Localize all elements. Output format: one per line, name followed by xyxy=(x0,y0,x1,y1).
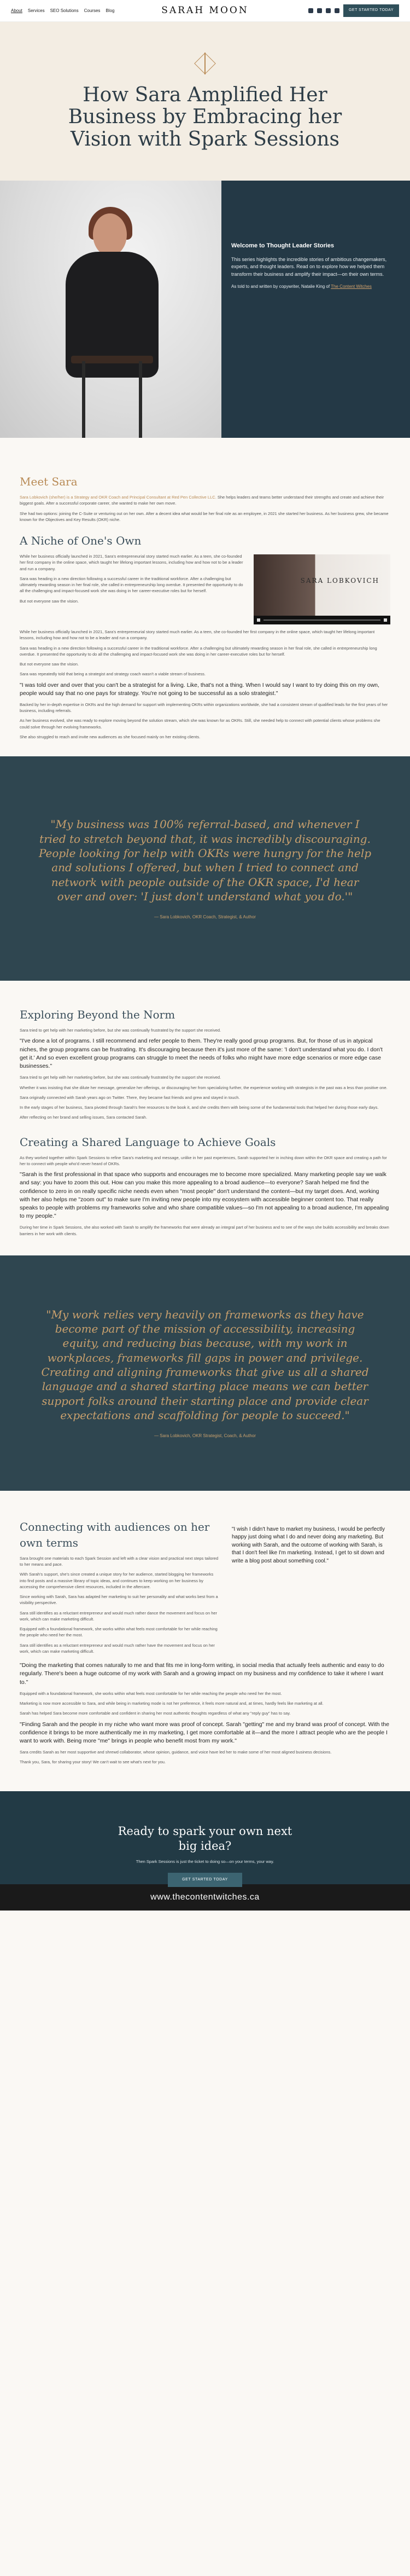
fullscreen-icon[interactable] xyxy=(384,618,387,622)
pull-quote: "I was told over and over that you can't be a strategist for a living. Like, that's not a thing. When I would say I want to try doing this on my own, people would say that no one pays for strategy. You're not going to be successful as a solo strategist." xyxy=(20,681,379,697)
quote-attribution: — Sara Lobkovich, OKR Coach, Strategist, & Author xyxy=(154,914,256,919)
explore-paragraph: Sara tried to get help with her marketing before, but she was continually frustrated by the support she received. xyxy=(20,1028,221,1033)
video-progress[interactable] xyxy=(263,620,380,621)
meet-paragraph: Sara Lobkovich (she/her) is a Strategy and OKR Coach and Principal Consultant at Red Pen Collective LLC. She helps leaders and teams better understand their strengths and create and achieve their biggest goals. After a successful corporate career, she wanted to make her own move. xyxy=(20,495,384,506)
niche-paragraph: Sara was repeatedly told that being a strategist and strategy coach wasn't a viable stream of business. xyxy=(20,672,206,677)
nav-services[interactable]: Services xyxy=(27,8,45,13)
welcome-panel xyxy=(221,181,410,438)
pull-quote: "I've done a lot of programs. I still recommend and refer people to them. They're really good group programs. But, for those of us in atypical niches, the group programs can be frustrating. It's discouraging because then it's just more of the same: 'I don't understand what you do. I don't get it.' And so even excellent group programs can struggle to meet the needs of folks who might have more edge scenarios or more edge case businesses." xyxy=(20,1038,383,1070)
explore-paragraph: Sara tried to get help with her marketing before, but she was continually frustrated by the support she received. xyxy=(20,1075,221,1080)
connect-paragraph: Sara credits Sarah as her most supportive and shrewd collaborator, whose opinion, guidance, and voice have led her to make some of her most aligned business decisions. xyxy=(20,1750,332,1755)
quote-band xyxy=(0,1255,410,1491)
niche-paragraph: While her business officially launched in 2021, Sara's entrepreneurial story started much earlier. As a teen, she co-founded her first company in the online space, which taught her lifelong important lessons, including how and how not to be a leader and run a company. xyxy=(20,554,243,571)
site-header xyxy=(0,0,410,22)
side-quote: "I wish I didn't have to market my business, I would be perfectly happy just doing what I do and never doing any marketing. But working with Sarah, and the outcome of working with Sarah, is that I don't feel like I'm marketing. Instead, I get to sit down and write a blog post about something cool." xyxy=(232,1526,385,1564)
explore-paragraph: Sara originally connected with Sarah years ago on Twitter. There, they became fast friends and grew and stayed in touch. xyxy=(20,1095,240,1100)
portrait-photo xyxy=(0,181,221,438)
main-nav xyxy=(11,8,114,14)
shared-paragraph: During her time in Spark Sessions, she also worked with Sarah to amplify the frameworks that were already an integral part of her business and to see of the ways she builds accessibility and breaks down barriers in her work with clients. xyxy=(20,1225,389,1236)
shared-section xyxy=(0,1125,410,1237)
niche-section xyxy=(0,526,410,740)
connect-paragraph: Sara brought one materials to each Spark Session and left with a clear vision and practical next steps tailored to her means and pace. xyxy=(20,1555,219,1567)
connect-paragraph: Since working with Sarah, Sara has adapted her marketing to suit her personality and what works best from a visibility perspective. xyxy=(20,1594,218,1606)
connect-paragraph: Sara still identifies as a reluctant entrepreneur and would much rather have the movement and focus on her work, which can make marketing difficult. xyxy=(20,1642,215,1654)
quote-band xyxy=(0,756,410,981)
explore-paragraph: Whether it was insisting that she dilute her message, generalize her offerings, or discouraging her from specializing further, the experience working with strategists in the past was a less than positive one. xyxy=(20,1085,388,1090)
ready-cta-section xyxy=(0,1791,410,1884)
shared-heading: Creating a Shared Language to Achieve Goals xyxy=(20,1135,276,1149)
connect-section xyxy=(0,1491,410,1791)
get-started-footer-button[interactable]: GET STARTED TODAY xyxy=(168,1873,242,1887)
linkedin-icon[interactable] xyxy=(326,8,331,13)
play-icon[interactable] xyxy=(257,618,260,622)
niche-paragraph: Sara was heading in a new direction following a successful career in the traditional workforce. After a challenging but ultimately rewarding season in her final role, she called in entrepreneurship long overdue. It presented the opportunity to do all the challenging and impact-focused work she was doing in her career-executive roles but for herself. xyxy=(20,576,243,594)
meet-section xyxy=(0,438,410,523)
pull-quote: "Sarah is the first professional in that space who supports and encourages me to become more specialized. Many marketing people say we walk and say: you have to zoom this out. How can you make this more appealing to a broad audience—to everyone? Sarah helped me find the confidence to zero in on really specific niche needs even when "most people" don't understand the content—but my target does. And, working with her also helps me "zoom out" to make sure I'm inviting new people into my ecosystem with accessible beginner content too. That really speaks to people with problems my frameworks solve and who share compatible values—so I'm not appealing to a broad audience, I'm appealing to my people." xyxy=(20,1171,389,1220)
niche-paragraph: As her business evolved, she was ready to explore moving beyond the solution stream, which she was known for as OKRs. Still, she needed help to connect with potential clients whose problems she could solve through her evolving frameworks. xyxy=(20,718,380,730)
niche-paragraph: Sara was heading in a new direction following a successful career in the traditional workforce. After a challenging but ultimately rewarding season in her final role, she called in entrepreneurship long overdue. It presented the opportunity to do all the challenging and impact-focused work she was doing in her career-executive roles but for herself. xyxy=(20,645,377,657)
niche-paragraph: While her business officially launched in 2021, Sara's entrepreneurial story started much earlier. As a teen, she co-founded her first company in the online space, which taught her lifelong important lessons, including how and how not to be a leader and run a company. xyxy=(20,629,375,641)
meet-heading: Meet Sara xyxy=(20,475,78,488)
connect-heading: Connecting with audiences on her own terms xyxy=(20,1520,210,1549)
nav-seo-solutions[interactable]: SEO Solutions xyxy=(50,8,79,13)
niche-paragraph: Backed by her in-depth expertise in OKRs and the high demand for support with implementing OKRs within organizations worldwide, she had a consistent stream of qualified leads for the first years of her business, including referrals. xyxy=(20,702,388,714)
site-logo[interactable]: SARAH MOON xyxy=(161,5,249,16)
big-quote: "My work relies very heavily on frameworks as they have become part of the mission of accessibility, increasing equity, and reducing bias because, with my work in workplaces, frameworks fill gaps in power and privilege. Creating and aligning frameworks that give us all a shared language and a shared starting place means we can better support folks around their starting place and provide clear expectations and scaffolding for people to succeed." xyxy=(41,1307,369,1422)
connect-paragraph: Equipped with a foundational framework, she works within what feels most comfortable for her while reaching the people who need her the most. xyxy=(20,1691,282,1696)
welcome-credit: As told to and written by copywriter, Natalie King of The Content Witches xyxy=(231,284,372,290)
pull-quote: "Finding Sarah and the people in my niche who want more was proof of concept. Sarah "getting" me and my brand was proof of concept. With the confidence it brings to be more authentically me in my marketing, I get more comfortable at it—and the more I attract people who are the people I want to work with. Being more "me" brings in people who benefit most from my work." xyxy=(20,1721,389,1744)
site-url-bar[interactable]: www.thecontentwitches.ca xyxy=(0,1884,410,1911)
welcome-body: This series highlights the incredible stories of ambitious changemakers, experts, and thought leaders. Read on to explore how we helped them transform their business and amplify their impact—on their own terms. xyxy=(231,256,387,277)
big-quote: "My business was 100% referral-based, and whenever I tried to stretch beyond that, it was incredibly discouraging. People looking for help with OKRs were hungry for the help and solutions I offered, but when I tried to connect and network with people outside of the OKR space, I'd hear over and over: 'I just don't understand what you do.'" xyxy=(38,818,372,904)
shared-paragraph: As they worked together within Spark Sessions to refine Sara's marketing and message, unlike in her past experiences, Sarah supported her in inching down within the OKR space and creating a path for her to connect with people who'd never heard of OKRs. xyxy=(20,1155,387,1166)
youtube-icon[interactable] xyxy=(335,8,339,13)
connect-paragraph: Thank you, Sara, for sharing your story! We can't wait to see what's next for you. xyxy=(20,1759,166,1765)
niche-paragraph: But not everyone saw the vision. xyxy=(20,598,79,604)
quote-attribution: — Sara Lobkovich, OKR Strategist, Coach, & Author xyxy=(154,1433,256,1438)
explore-paragraph: After reflecting on her brand and selling issues, Sara contacted Sarah. xyxy=(20,1115,148,1120)
pull-quote: "Doing the marketing that comes naturally to me and that fits me in long-form writing, in social media that actually feels authentic and easy to do regularly. There's been a huge outcome of my work with Sarah and a growing impact on my business and my confidence to take it where I want to." xyxy=(20,1662,384,1686)
connect-paragraph: Sarah has helped Sara become more comfortable and confident in sharing her most authentic thoughts regardless of what any "reply guy" has to say. xyxy=(20,1711,291,1716)
explore-paragraph: In the early stages of her business, Sara pivoted through Sarah's free resources to the book it, and she credits them with being some of the fundamental tools that helped her during those early days. xyxy=(20,1105,379,1110)
welcome-heading: Welcome to Thought Leader Stories xyxy=(231,242,335,249)
niche-paragraph: She also struggled to reach and invite new audiences as she focused mainly on her existing clients. xyxy=(20,734,201,739)
connect-paragraph: Sara still identifies as a reluctant entrepreneur and would much rather dance the movement and focus on her work, which can make marketing difficult. xyxy=(20,1610,218,1622)
content-witches-link[interactable]: The Content Witches xyxy=(331,284,372,290)
video-player[interactable] xyxy=(254,554,390,624)
diamond-emblem-icon xyxy=(192,50,218,77)
ready-subtext: Then Spark Sessions is just the ticket to doing so—on your terms, your way. xyxy=(136,1859,274,1865)
connect-paragraph: Equipped with a foundational framework, she works within what feels most comfortable for her while reaching the people who need her the most. xyxy=(20,1626,218,1638)
connect-paragraph: Marketing is now more accessible to Sara, and while being in marketing mode is not her preference, it feels more natural and, at times, hardly feels like marketing at all. xyxy=(20,1701,324,1706)
page-title: How Sara Amplified Her Business by Embracing her Vision with Spark Sessions xyxy=(68,84,342,150)
instagram-icon[interactable] xyxy=(308,8,313,13)
get-started-button[interactable]: GET STARTED TODAY xyxy=(343,4,399,16)
intro-band xyxy=(0,181,410,438)
connect-paragraph: With Sarah's support, she's since created a unique story for her audience, started blogging her frameworks into find posts and a massive library of topic ideas, and continues to keep working on her business by accessing the comprehensive client resources, included in the aftercare. xyxy=(20,1572,214,1589)
nav-about[interactable]: About xyxy=(11,8,22,13)
explore-heading: Exploring Beyond the Norm xyxy=(20,1008,175,1022)
niche-heading: A Niche of One's Own xyxy=(20,534,142,547)
nav-blog[interactable]: Blog xyxy=(106,8,115,13)
meet-paragraph-2: She had two options: joining the C-Suite or venturing out on her own. After a decent idea what would be her final role as an employee, in 2021 she started her business. As her business grew, she became known for the Objectives and Key Results (OKR) niche. xyxy=(20,511,389,522)
hero xyxy=(0,22,410,181)
niche-paragraph: But not everyone saw the vision. xyxy=(20,662,79,667)
explore-section xyxy=(0,981,410,1120)
nav-courses[interactable]: Courses xyxy=(84,8,101,13)
video-title: SARA LOBKOVICH xyxy=(300,577,379,584)
ready-heading: Ready to spark your own next big idea? xyxy=(118,1824,292,1853)
facebook-icon[interactable] xyxy=(317,8,322,13)
